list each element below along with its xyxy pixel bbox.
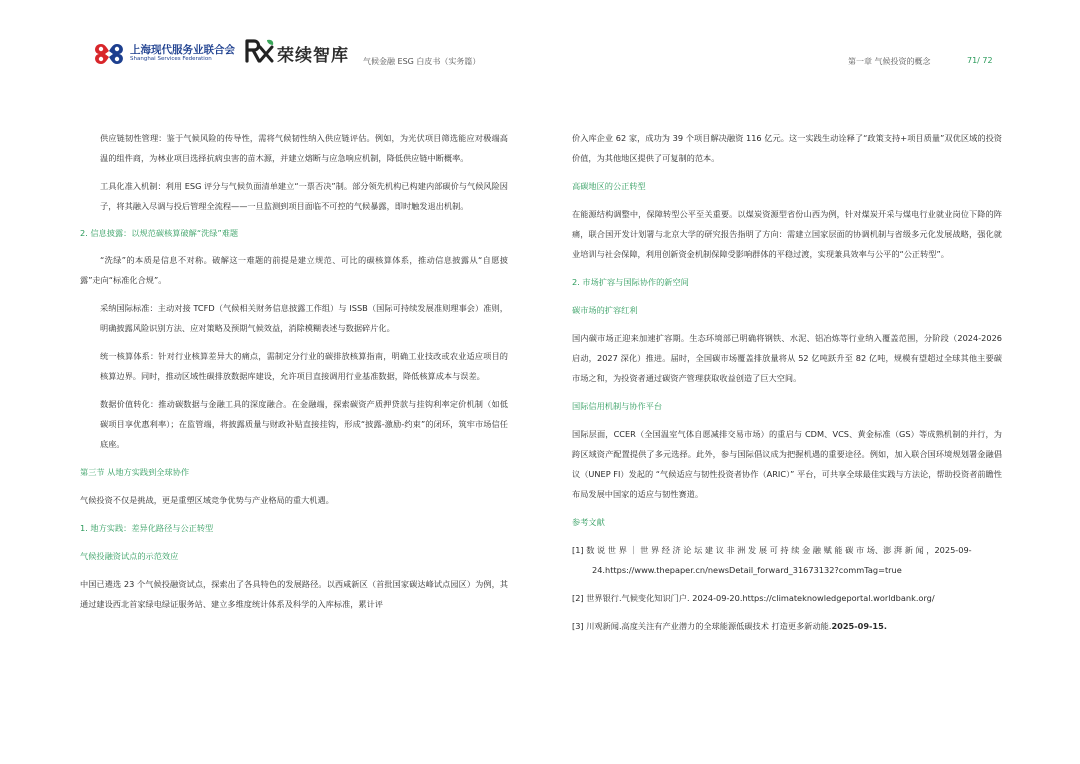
paragraph: 在能源结构调整中，保障转型公平至关重要。以煤炭资源型省份山西为例，针对煤炭开采与煤电行业就业岗位下降的阵痛，联合国开发计划署与北京大学的研究报告指明了方向：需建立国家层面的协调机制与省级多元化发展战略，强化就业培训与社会保障，利用创新资金机制保障受影响群体的平稳过渡，实现兼具效率与公平的“公正转型”。 — [572, 209, 1002, 259]
paragraph: “洗绿”的本质是信息不对称。破解这一难题的前提是建立规范、可比的碳核算体系，推动信息披露从“自愿披露”走向“标准化合规”。 — [80, 255, 508, 285]
chapter-title: 第一章 气候投资的概念 — [848, 57, 931, 66]
paragraph: 供应链韧性管理：鉴于气候风险的传导性，需将气候韧性纳入供应链评估。例如，为光伏项目筛选能应对极端高温的组件商，为林业项目选择抗病虫害的苗木源，并建立熔断与应急响应机制，降低供应链中断概率。 — [100, 133, 508, 163]
document-title: 气候金融 ESG 白皮书（实务篇） — [363, 57, 481, 66]
ssf-logo — [92, 40, 242, 70]
reference-text: [1] 数 说 世 界 ｜ 世 界 经 济 论 坛 建 议 非 洲 发 展 可 持 续 金 融 赋 能 碳 市 场、澎 湃 新 闻 ，2025-09- — [572, 545, 972, 555]
org-name-cn: 上海现代服务业联合会 — [130, 44, 235, 56]
ssf-logo-icon — [92, 41, 126, 67]
paragraph: 采纳国际标准：主动对接 TCFD（气候相关财务信息披露工作组）与 ISSB（国际可持续发展准则理事会）准则，明确披露风险识别方法、应对策略及预期气候效益，消除模糊表述与数据碎片化。 — [100, 303, 508, 333]
section-heading: 第三节 从地方实践到全球协作 — [80, 467, 190, 477]
rx-logo-icon — [245, 38, 275, 64]
reference-link[interactable]: 24.https://www.thepaper.cn/newsDetail_forward_31673132?commTag=true — [592, 565, 902, 575]
right-column — [572, 128, 1002, 636]
paragraph: 国际层面，CCER（全国温室气体自愿减排交易市场）的重启与 CDM、VCS、黄金标准（GS）等成熟机制的并行，为跨区域资产配置提供了多元选择。此外，参与国际倡议成为把握机遇的重要途径。例如，加入联合国环境规划署金融倡议（UNEP FI）发起的 “气候适应与韧性投资者协作（ARIC）” 平台，可共享全球最佳实践与方法论，帮助投资者前瞻性布局发展中国家的适应与韧性赛道。 — [572, 429, 1002, 499]
references-heading: 参考文献 — [572, 517, 605, 527]
reference-text: [3] 川观新闻.高度关注有产业潜力的全球能源低碳技术 打造更多新动能. — [572, 621, 832, 631]
paragraph: 数据价值转化：推动碳数据与金融工具的深度融合。在金融端，探索碳资产质押贷款与挂钩利率定价机制（如低碳项目享优惠利率）；在监管端，将披露质量与财政补贴直接挂钩，形成“披露-激励-约束”的闭环，筑牢市场信任底座。 — [100, 399, 508, 449]
brand-name: 荣续智库 — [277, 46, 349, 66]
section-heading: 2. 市场扩容与国际协作的新空间 — [572, 277, 689, 287]
paragraph: 工具化准入机制：利用 ESG 评分与气候负面清单建立“一票否决”制。部分领先机构已构建内部碳价与气候风险因子，将其融入尽调与投后管理全流程——一旦监测到项目面临不可控的气候暴露，即时触发退出机制。 — [100, 181, 508, 211]
page-number: 71/ 72 — [967, 56, 993, 65]
paragraph: 中国已遴选 23 个气候投融资试点，探索出了各具特色的发展路径。以西咸新区（首批国家碳达峰试点园区）为例，其通过建设西北首家绿电绿证服务站、建立多维度统计体系及科学的入库标准，累计评 — [80, 579, 508, 609]
subsection-heading: 国际信用机制与协作平台 — [572, 401, 663, 411]
page-header — [0, 0, 1080, 80]
reference-item — [572, 540, 1002, 580]
left-column — [80, 128, 508, 614]
reference-item: [2] 世界银行.气候变化知识门户. 2024-09-20.https://climateknowledgeportal.worldbank.org/ — [572, 593, 935, 603]
subsection-heading: 1. 地方实践：差异化路径与公正转型 — [80, 523, 214, 533]
subsection-heading: 高碳地区的公正转型 — [572, 181, 646, 191]
paragraph: 统一核算体系：针对行业核算差异大的痛点，需制定分行业的碳排放核算指南，明确工业技改或农业适应项目的核算边界。同时，推动区域性碳排放数据库建设，允许项目直接调用行业基准数据，降低核算成本与误差。 — [100, 351, 508, 381]
section-heading: 2. 信息披露：以规范碳核算破解“洗绿”难题 — [80, 228, 239, 238]
org-name-en: Shanghai Services Federation — [130, 56, 212, 62]
subsection-heading: 气候投融资试点的示范效应 — [80, 551, 179, 561]
subsection-heading: 碳市场的扩容红利 — [572, 305, 638, 315]
reference-date: 2025-09-15. — [831, 621, 887, 631]
paragraph: 气候投资不仅是挑战，更是重塑区域竞争优势与产业格局的重大机遇。 — [80, 495, 334, 505]
paragraph: 价入库企业 62 家，成功为 39 个项目解决融资 116 亿元。这一实践生动诠释了“政策支持+项目质量”双优区域的投资价值，为其他地区提供了可复制的范本。 — [572, 133, 1002, 163]
paragraph: 国内碳市场正迎来加速扩容期。生态环境部已明确将钢铁、水泥、铝冶炼等行业纳入覆盖范围，分阶段（2024-2026 启动，2027 深化）推进。届时，全国碳市场覆盖排放量将从 52 亿吨跃升至 82 亿吨，规模有望超过全球其他主要碳市场之和，为投资者通过碳资产管理获取收益创造了巨大空间。 — [572, 333, 1002, 383]
reference-item — [572, 616, 1002, 636]
